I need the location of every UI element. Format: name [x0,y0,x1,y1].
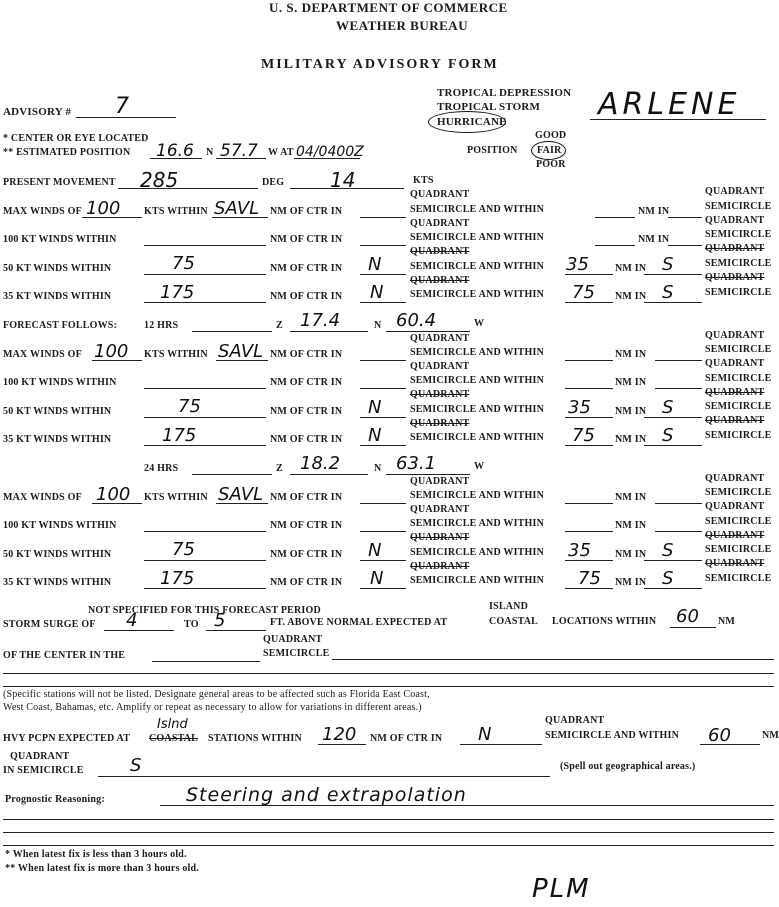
f24-w50-value-2: 35 [568,540,591,561]
position-lat: 16.6 [156,141,194,161]
footnote-1: * When latest fix is less than 3 hours old. [5,849,187,860]
hvy-pcpn-label: HVY PCPN EXPECTED AT [3,733,131,744]
quadrant-field-2[interactable] [655,531,702,532]
max-winds-label: MAX WINDS OF [3,492,82,503]
position-time: 04/0400Z [296,144,364,160]
nm-ctr-label: NM OF CTR IN [270,377,343,388]
semicircle-within-label: SEMICIRCLE AND WITHIN [410,289,545,300]
f12-w50-value: 75 [178,396,201,417]
nm-label: NM [718,616,736,627]
storm-surge-label: STORM SURGE OF [3,619,96,630]
quadrant-field-2[interactable] [655,388,702,389]
nm-in-label: NM IN [615,434,647,445]
f12-lon: 60.4 [396,310,437,331]
coastal-struck-label: COASTAL [149,733,199,744]
surge-to: 5 [214,610,226,631]
surge-from: 4 [126,610,138,631]
position-lon: 57.7 [220,141,258,161]
w50-field[interactable] [144,417,266,418]
nm-ctr-label: NM OF CTR IN [270,434,343,445]
quadrant-label: QUADRANT [410,218,470,229]
max-winds-label: MAX WINDS OF [3,349,82,360]
department-name: U. S. DEPARTMENT OF COMMERCE [269,0,508,15]
position-good: GOOD [535,130,567,141]
semicircle-within-label: SEMICIRCLE AND WITHIN [545,730,680,741]
pcpn-nm: 120 [322,724,357,745]
storm-name-field[interactable] [590,119,766,120]
movement-deg: 285 [140,168,179,192]
f12-lat: 17.4 [300,310,341,331]
kts-within-label: KTS WITHIN [144,492,208,503]
semicircle-within-label: SEMICIRCLE AND WITHIN [410,490,545,501]
semicircle-label: SEMICIRCLE [705,401,772,412]
quadrant-field-2[interactable] [668,245,702,246]
quadrant-label-struck: QUADRANT [705,530,765,541]
w35-quadrant: N [370,282,384,303]
semicircle-within-label: SEMICIRCLE AND WITHIN [410,575,545,586]
center-quadrant-field[interactable] [152,661,260,662]
nm-ctr-label: NM OF CTR IN [270,577,343,588]
semicircle-label: SEMICIRCLE [705,373,772,384]
w35-value: 175 [160,282,195,303]
quadrant-label-struck: QUADRANT [410,418,470,429]
semicircle-within-label: SEMICIRCLE AND WITHIN [410,347,545,358]
footnote-2: ** When latest fix is more than 3 hours old. [5,863,200,874]
surge-area-line[interactable] [3,673,774,674]
quadrant-label-struck: QUADRANT [410,246,470,257]
nm-in-label: NM IN [615,406,647,417]
z-label: Z [276,320,283,331]
prognostic-text: Steering and extrapolation [186,784,467,806]
max-winds-label: MAX WINDS OF [3,206,82,217]
semicircle-within-label: SEMICIRCLE AND WITHIN [410,204,545,215]
quadrant-label-struck: QUADRANT [410,389,470,400]
w100-field[interactable] [144,531,266,532]
within-nm-field[interactable] [565,503,613,504]
locations-within-label: LOCATIONS WITHIN [552,616,657,627]
w50-quadrant: N [368,254,382,275]
semicircle-within-label: SEMICIRCLE AND WITHIN [410,547,545,558]
w50-value-2: 35 [566,254,589,275]
within-nm-field[interactable] [565,360,613,361]
w50-value: 75 [172,253,195,274]
center-located-label: * CENTER OR EYE LOCATED [3,133,149,144]
f12-w35-value: 175 [162,425,197,446]
quadrant-label: QUADRANT [705,215,765,226]
tropical-storm-label: TROPICAL STORM [437,101,541,113]
quadrant-field-2[interactable] [644,417,702,418]
quadrant-field[interactable] [360,274,406,275]
nm-ctr-label: NM OF CTR IN [270,206,343,217]
surge-from-field[interactable] [104,630,174,631]
quadrant-label-struck: QUADRANT [410,532,470,543]
quadrant-field[interactable] [360,588,406,589]
nm-ctr-label: NM OF CTR IN [270,234,343,245]
quadrant-label: QUADRANT [263,634,323,645]
semicircle-label: SEMICIRCLE [705,258,772,269]
w100-label: 100 KT WINDS WITHIN [3,520,117,531]
n-label: N [374,463,382,474]
f24-lon: 63.1 [396,453,437,474]
semicircle-label: SEMICIRCLE [705,516,772,527]
w50-label: 50 KT WINDS WITHIN [3,406,112,417]
pcpn-semicircle-field[interactable] [98,776,550,777]
max-winds-value: 100 [86,198,121,219]
n-label: N [374,320,382,331]
specific-note-2: West Coast, Bahamas, etc. Amplify or repeat as necessary to allow for variations in different areas.) [3,702,422,713]
semicircle-label: SEMICIRCLE [705,544,772,555]
quadrant-label: QUADRANT [410,333,470,344]
w-label: W [474,318,485,329]
quadrant-label: QUADRANT [410,361,470,372]
quadrant-label-struck: QUADRANT [410,275,470,286]
w100-field[interactable] [144,388,266,389]
quadrant-field[interactable] [360,445,406,446]
w100-label: 100 KT WINDS WITHIN [3,234,117,245]
w50-label: 50 KT WINDS WITHIN [3,263,112,274]
locations-nm: 60 [676,606,699,627]
quadrant-label: QUADRANT [705,330,765,341]
f24-w50-value: 75 [172,539,195,560]
w50-field[interactable] [144,274,266,275]
pcpn-quadrant: N [478,724,492,745]
f24-w50-quadrant: N [368,540,382,561]
within-nm-field[interactable] [595,217,635,218]
f12-max-within: SAVL [218,341,264,362]
ft-above-label: FT. ABOVE NORMAL EXPECTED AT [270,617,448,628]
f24-max-winds: 100 [96,484,131,505]
island-handwritten: Islnd [157,717,188,732]
kts-within-label: KTS WITHIN [144,349,208,360]
quadrant-label: QUADRANT [705,501,765,512]
within-nm-field[interactable] [565,531,613,532]
of-center-label: OF THE CENTER IN THE [3,650,126,661]
w-at-label: W AT [268,147,294,158]
quadrant-label: QUADRANT [705,186,765,197]
semicircle-within-label: SEMICIRCLE AND WITHIN [410,432,545,443]
nm-label: NM [762,730,779,741]
prognostic-label: Prognostic Reasoning: [5,794,105,805]
pcpn-semicircle: S [130,755,142,776]
nm-in-label: NM IN [615,263,647,274]
not-specified-label: NOT SPECIFIED FOR THIS FORECAST PERIOD [88,605,321,616]
f12-w35-quadrant-2: S [662,425,674,446]
quadrant-label-struck: QUADRANT [10,751,70,762]
nm-ctr-label: NM OF CTR IN [270,291,343,302]
nm-ctr-label: NM OF CTR IN [270,349,343,360]
section-divider [3,845,774,846]
f24-w35-quadrant: N [370,568,384,589]
nm-in-label: NM IN [615,291,647,302]
f24-hrs-label: 24 HRS [144,463,179,474]
w100-label: 100 KT WINDS WITHIN [3,377,117,388]
w50-label: 50 KT WINDS WITHIN [3,549,112,560]
spell-out-label: (Spell out geographical areas.) [560,761,696,772]
w50-quadrant-2: S [662,254,674,275]
f12-w35-value-2: 75 [572,425,595,446]
bureau-name: WEATHER BUREAU [336,18,469,33]
semicircle-within-label: SEMICIRCLE AND WITHIN [410,375,545,386]
quadrant-field-2[interactable] [644,274,702,275]
advisory-label: ADVISORY # [3,106,72,118]
quadrant-label-struck: QUADRANT [545,715,605,726]
f12-lon-field[interactable] [386,331,470,332]
quadrant-field-2[interactable] [668,217,702,218]
semicircle-within-label: SEMICIRCLE AND WITHIN [410,518,545,529]
nm-in-label: NM IN [638,234,670,245]
f24-w35-quadrant-2: S [662,568,674,589]
fair-circled-mark [531,141,566,160]
w100-field[interactable] [144,245,266,246]
f24-w35-value-2: 75 [578,568,601,589]
within-nm-field[interactable] [565,388,613,389]
kts-label: KTS [413,175,434,186]
f12-w50-quadrant-2: S [662,397,674,418]
advisory-number: 7 [115,94,129,119]
quadrant-field-2[interactable] [644,302,702,303]
deg-label: DEG [262,177,285,188]
quadrant-field-2[interactable] [644,445,702,446]
pcpn-nm2: 60 [708,725,731,746]
position-poor: POOR [536,159,566,170]
forecast-follows-label: FORECAST FOLLOWS: [3,320,118,331]
movement-deg-field[interactable] [118,188,258,189]
hurricane-label: HURRICANE [437,116,507,128]
f24-time-field[interactable] [192,474,272,475]
quadrant-field[interactable] [360,245,406,246]
tropical-depression-label: TROPICAL DEPRESSION [437,87,572,99]
pcpn-quadrant-field[interactable] [460,744,542,745]
quadrant-field-2[interactable] [644,588,702,589]
quadrant-label: QUADRANT [410,189,470,200]
semicircle-label: SEMICIRCLE [705,229,772,240]
quadrant-field-2[interactable] [644,560,702,561]
w50-field[interactable] [144,560,266,561]
prognostic-line[interactable] [3,819,774,820]
w35-label: 35 KT WINDS WITHIN [3,434,112,445]
nm-ctr-label: NM OF CTR IN [270,406,343,417]
f24-lat-field[interactable] [290,474,368,475]
f12-hrs-label: 12 HRS [144,320,179,331]
quadrant-label: QUADRANT [410,476,470,487]
section-divider [3,686,774,687]
kts-within-label: KTS WITHIN [144,206,208,217]
nm-ctr-label: NM OF CTR IN [270,492,343,503]
forecaster-initials: PLM [532,874,591,904]
semicircle-label: SEMICIRCLE [705,430,772,441]
f12-time-field[interactable] [192,331,272,332]
quadrant-field-2[interactable] [655,503,702,504]
semicircle-label: SEMICIRCLE [705,201,772,212]
quadrant-field[interactable] [360,302,406,303]
position-fair: FAIR [537,145,562,156]
semicircle-within-label: SEMICIRCLE AND WITHIN [410,404,545,415]
semicircle-within-label: SEMICIRCLE AND WITHIN [410,261,545,272]
hurricane-circled-mark [428,111,506,133]
quadrant-label: QUADRANT [705,358,765,369]
quadrant-field-2[interactable] [655,360,702,361]
f24-max-within: SAVL [218,484,264,505]
f12-max-winds: 100 [94,341,129,362]
nm-in-label: NM IN [615,377,647,388]
f12-w35-quadrant: N [368,425,382,446]
present-movement-label: PRESENT MOVEMENT [3,177,116,188]
coastal-label: COASTAL [489,616,539,627]
locations-nm-field[interactable] [670,627,716,628]
max-within-value: SAVL [214,198,260,219]
nm-in-label: NM IN [615,349,647,360]
estimated-position-label: ** ESTIMATED POSITION [3,147,131,158]
semicircle-within-label: SEMICIRCLE AND WITHIN [410,232,545,243]
quadrant-label-struck: QUADRANT [705,415,765,426]
f24-lat: 18.2 [300,453,341,474]
island-label: ISLAND [489,601,528,612]
nm-in-label: NM IN [615,520,647,531]
w35-value-2: 75 [572,282,595,303]
f24-lon-field[interactable] [386,474,470,475]
nm-in-label: NM IN [615,549,647,560]
quadrant-field[interactable] [360,503,406,504]
quadrant-label-struck: QUADRANT [705,243,765,254]
semicircle-label: SEMICIRCLE [705,573,772,584]
quadrant-label-struck: QUADRANT [705,558,765,569]
semicircle-label: SEMICIRCLE [705,344,772,355]
nm-in-label: NM IN [615,577,647,588]
f24-w50-quadrant-2: S [662,540,674,561]
w-label: W [474,461,485,472]
quadrant-label: QUADRANT [705,473,765,484]
storm-name: ARLENE [598,87,741,122]
quadrant-field[interactable] [360,531,406,532]
nm-ctr-label: NM OF CTR IN [270,520,343,531]
f12-lat-field[interactable] [290,331,368,332]
f12-w50-value-2: 35 [568,397,591,418]
quadrant-label-struck: QUADRANT [705,387,765,398]
lat-n-label: N [206,147,214,158]
surge-area-field[interactable] [332,659,774,660]
semicircle-label: SEMICIRCLE [705,487,772,498]
nm-in-label: NM IN [615,492,647,503]
quadrant-field[interactable] [360,217,406,218]
within-nm-field[interactable] [595,245,635,246]
w35-label: 35 KT WINDS WITHIN [3,577,112,588]
nm-ctr-label: NM OF CTR IN [270,263,343,274]
nm-in-label: NM IN [638,206,670,217]
w35-label: 35 KT WINDS WITHIN [3,291,112,302]
stations-within-label: STATIONS WITHIN [208,733,302,744]
nm-ctr-label: NM OF CTR IN [270,549,343,560]
f24-w35-value: 175 [160,568,195,589]
to-label: TO [184,619,199,630]
position-label: POSITION [467,145,518,156]
w35-quadrant-2: S [662,282,674,303]
semicircle-label: SEMICIRCLE [705,287,772,298]
quadrant-label-struck: QUADRANT [410,561,470,572]
f12-w50-quadrant: N [368,397,382,418]
nm-ctr-label: NM OF CTR IN [370,733,443,744]
quadrant-field[interactable] [360,560,406,561]
specific-note-1: (Specific stations will not be listed. Designate general areas to be affected such as Florida East Coast, [3,689,430,700]
z-label: Z [276,463,283,474]
quadrant-field[interactable] [360,417,406,418]
quadrant-field[interactable] [360,388,406,389]
form-title: MILITARY ADVISORY FORM [261,57,499,72]
movement-kts: 14 [330,168,356,192]
in-semicircle-label: IN SEMICIRCLE [3,765,84,776]
quadrant-label: QUADRANT [410,504,470,515]
semicircle-label: SEMICIRCLE [263,648,330,659]
prognostic-line[interactable] [3,832,774,833]
quadrant-label-struck: QUADRANT [705,272,765,283]
quadrant-field[interactable] [360,360,406,361]
